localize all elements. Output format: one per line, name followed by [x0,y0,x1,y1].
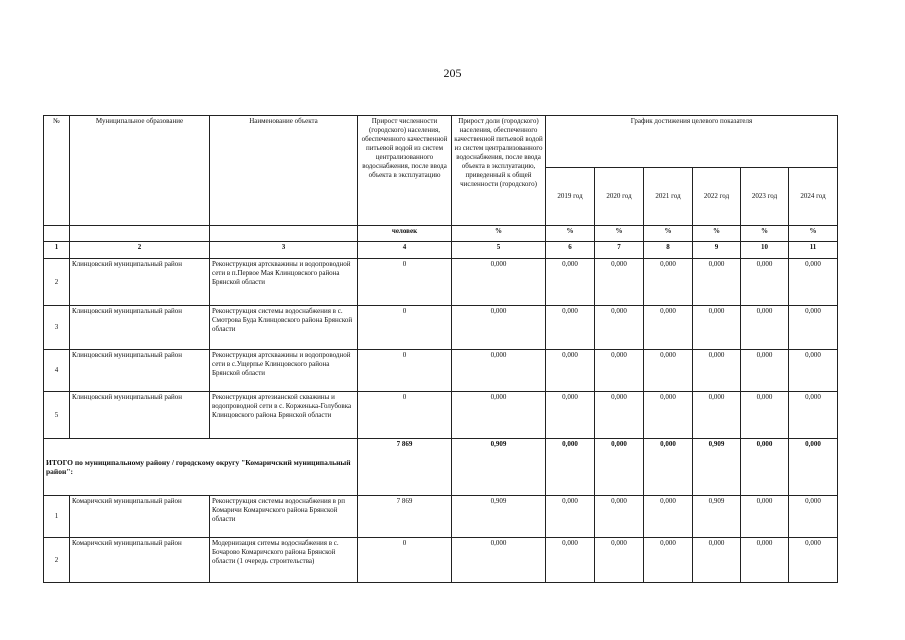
header-pop-growth: Прирост численности (городского) населения, обеспеченного качественной питьевой водой из систем централизованного водоснабжения, после ввода объекта в эксплуатацию [358,116,452,226]
row-year-value: 0,000 [644,538,693,583]
row-year-value: 0,000 [789,538,838,583]
year-unit: % [546,226,595,242]
row-object-name: Реконструкция артскважины и водопроводной сети в с.Ущерпье Клинцовского района Брянской области [210,350,358,392]
row-year-value: 0,000 [789,392,838,439]
header-schedule-title: График достижения целевого показателя [546,116,838,168]
column-number: 1 [44,242,70,259]
column-number: 9 [693,242,741,259]
column-number: 3 [210,242,358,259]
row-people: 0 [358,538,452,583]
unit-people: человек [358,226,452,242]
column-number: 2 [70,242,210,259]
year-unit: % [595,226,644,242]
row-year-value: 0,000 [693,306,741,350]
row-object-name: Реконструкция системы водоснабжения в рп Комаричи Комаричского района Брянской области [210,496,358,538]
row-object-name: Реконструкция системы водоснабжения в с. Смотрова Буда Клинцовского района Брянской области [210,306,358,350]
units-row [44,226,838,242]
row-number: 4 [44,350,70,392]
row-share: 0,909 [452,496,546,538]
row-year-value: 0,000 [595,306,644,350]
row-year-value: 0,000 [789,350,838,392]
row-year-value: 0,000 [595,538,644,583]
row-year-value: 0,909 [693,496,741,538]
table-row [44,306,838,350]
row-year-value: 0,000 [595,259,644,306]
column-number: 5 [452,242,546,259]
row-year-value: 0,000 [546,392,595,439]
row-share: 0,000 [452,538,546,583]
header-num: № [44,116,70,226]
table-row [44,496,838,538]
row-year-value: 0,000 [595,496,644,538]
year-unit: % [741,226,789,242]
row-share: 0,000 [452,392,546,439]
page-number: 205 [443,66,462,80]
row-share: 0,000 [452,306,546,350]
total-year-value: 0,000 [595,439,644,496]
total-row [44,439,838,496]
year-header: 2019 год [546,168,595,226]
row-year-value: 0,000 [546,538,595,583]
row-municipality: Клинцовский муниципальный район [70,259,210,306]
row-year-value: 0,000 [595,350,644,392]
year-header: 2023 год [741,168,789,226]
row-year-value: 0,000 [789,259,838,306]
row-municipality: Клинцовский муниципальный район [70,350,210,392]
table-row [44,350,838,392]
row-year-value: 0,000 [789,496,838,538]
target-indicator-table [43,115,838,583]
year-unit: % [789,226,838,242]
row-number: 1 [44,496,70,538]
row-number: 2 [44,538,70,583]
total-people: 7 869 [358,439,452,496]
row-year-value: 0,000 [644,259,693,306]
row-year-value: 0,000 [693,538,741,583]
row-year-value: 0,000 [644,496,693,538]
row-year-value: 0,000 [644,392,693,439]
column-number: 8 [644,242,693,259]
table-row [44,392,838,439]
column-number: 6 [546,242,595,259]
column-number: 4 [358,242,452,259]
row-year-value: 0,000 [595,392,644,439]
row-year-value: 0,000 [693,392,741,439]
row-year-value: 0,000 [546,496,595,538]
row-number: 5 [44,392,70,439]
year-header: 2021 год [644,168,693,226]
year-unit: % [693,226,741,242]
row-share: 0,000 [452,259,546,306]
total-year-value: 0,000 [789,439,838,496]
year-header: 2024 год [789,168,838,226]
row-municipality: Клинцовский муниципальный район [70,392,210,439]
column-number: 10 [741,242,789,259]
row-people: 0 [358,259,452,306]
row-year-value: 0,000 [741,392,789,439]
row-municipality: Комаричский муниципальный район [70,496,210,538]
year-unit: % [644,226,693,242]
row-year-value: 0,000 [644,306,693,350]
header-municipality: Муниципальное образование [70,116,210,226]
row-object-name: Модернизация ситемы водоснабжения в с. Бочарово Комаричского района Брянской области (1 очередь строительства) [210,538,358,583]
row-year-value: 0,000 [741,259,789,306]
row-object-name: Реконструкция артскважины и водопроводной сети в п.Первое Мая Клинцовского района Брянской области [210,259,358,306]
total-share: 0,909 [452,439,546,496]
row-municipality: Комаричский муниципальный район [70,538,210,583]
total-year-value: 0,909 [693,439,741,496]
header-object-name: Наименование объекта [210,116,358,226]
row-number: 2 [44,259,70,306]
table-row [44,538,838,583]
total-year-value: 0,000 [546,439,595,496]
row-number: 3 [44,306,70,350]
row-year-value: 0,000 [546,259,595,306]
column-numbers-row [44,242,838,259]
total-year-value: 0,000 [644,439,693,496]
row-year-value: 0,000 [644,350,693,392]
row-municipality: Клинцовский муниципальный район [70,306,210,350]
column-number: 7 [595,242,644,259]
row-year-value: 0,000 [741,496,789,538]
row-people: 0 [358,392,452,439]
row-year-value: 0,000 [693,350,741,392]
row-people: 0 [358,306,452,350]
row-year-value: 0,000 [741,538,789,583]
row-people: 0 [358,350,452,392]
total-year-value: 0,000 [741,439,789,496]
row-object-name: Реконструкция артезианской скважины и водопроводной сети в с. Корженька-Голубовка Клинцовского района Брянской области [210,392,358,439]
row-year-value: 0,000 [693,259,741,306]
row-year-value: 0,000 [546,306,595,350]
row-share: 0,000 [452,350,546,392]
row-year-value: 0,000 [546,350,595,392]
year-header: 2022 год [693,168,741,226]
table-row [44,259,838,306]
year-header: 2020 год [595,168,644,226]
row-people: 7 869 [358,496,452,538]
total-label: ИТОГО по муниципальному району / городскому округу "Комаричский муниципальный район": [44,439,358,496]
header-share-growth: Прирост доли (городского) населения, обеспеченного качественной питьевой водой из систем централизованного водоснабжения, после ввода объекта в эксплуатацию, приведенный к общей численности (городского) [452,116,546,226]
row-year-value: 0,000 [789,306,838,350]
row-year-value: 0,000 [741,306,789,350]
unit-percent: % [452,226,546,242]
row-year-value: 0,000 [741,350,789,392]
column-number: 11 [789,242,838,259]
